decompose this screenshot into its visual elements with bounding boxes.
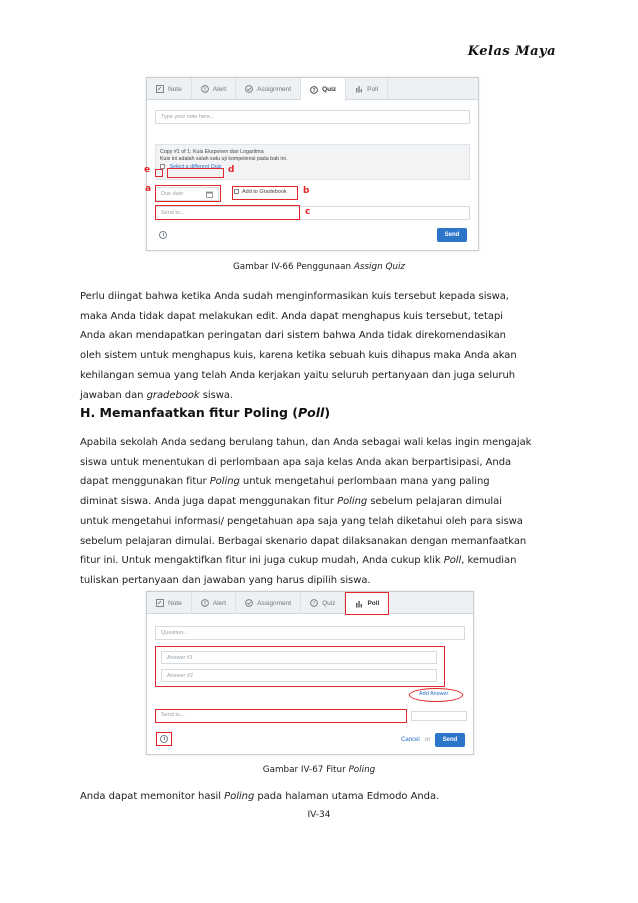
closing-text: Anda dapat memonitor hasil (80, 791, 225, 802)
closing-text: pada halaman utama Edmodo Anda. (254, 791, 440, 802)
marker-e: e (144, 165, 151, 175)
paragraph2-line (80, 551, 560, 571)
paragraph2-line: Apabila sekolah Anda sedang berulang tahun, dan Anda sebagai wali kelas ingin mengajak (80, 437, 532, 448)
select-different-quiz-link[interactable]: Select a different Quiz (169, 164, 222, 170)
question-input[interactable]: Question... (155, 626, 465, 640)
paragraph2-line (80, 472, 560, 492)
p2-text: sebelum pelajaran dimulai (367, 496, 502, 508)
send-to-input[interactable]: Send to... (157, 711, 405, 721)
paragraph2-line: tuliskan pertanyaan dan jawaban yang harus dipilih siswa. (80, 574, 371, 586)
marker-a: a (145, 184, 152, 194)
marker-d: d (228, 165, 235, 175)
p2-text: dapat menggunakan fitur (80, 476, 210, 488)
tab-alert[interactable] (192, 78, 236, 100)
schedule-clock-icon[interactable] (159, 231, 167, 239)
annotation-box-a (155, 185, 221, 202)
post-type-tabs (147, 592, 473, 614)
paragraph2-line: siswa untuk menentukan di perlombaan apa saja kelas Anda akan berpartisipasi, Anda (80, 456, 512, 468)
svg-text:?: ? (312, 87, 316, 94)
poll-icon (355, 600, 363, 608)
heading-text: ) (324, 405, 331, 420)
figure2-caption-text: Gambar IV-67 Fitur (262, 765, 349, 775)
paragraph-poll-intro (80, 433, 560, 591)
poll-icon (355, 85, 363, 93)
tab-assignment-label: Assignment (257, 85, 292, 93)
post-type-tabs (147, 78, 478, 100)
annotation-box-b (232, 186, 298, 200)
paragraph1-text: siswa. (199, 389, 234, 401)
paragraph2-line: sebelum pelajaran dimulai. Berbagai skenario dapat dilaksanakan dengan memanfaatkan (80, 535, 527, 547)
assignment-icon (245, 85, 253, 93)
tab-alert-label: Alert (212, 85, 227, 93)
tab-note[interactable] (147, 592, 192, 614)
figure2-caption-italic: Poling (348, 765, 376, 775)
tab-quiz[interactable] (301, 78, 346, 101)
tab-poll-label: Poll (367, 600, 380, 607)
tab-poll[interactable] (345, 592, 389, 615)
figure2-caption (0, 765, 638, 775)
answer-1-input[interactable]: Answer #1 (161, 651, 437, 664)
tab-note[interactable] (147, 78, 192, 100)
figure1-caption-text: Gambar IV-66 Penggunaan (232, 262, 354, 272)
p2-italic: Poll (443, 555, 462, 567)
paragraph1-line: maka Anda tidak dapat melakukan edit. Anda dapat menghapus kuis tersebut, tetapi (80, 310, 504, 322)
send-to-input[interactable]: Send to... (155, 206, 470, 220)
schedule-clock-icon[interactable] (160, 735, 168, 743)
heading-text: H. Memanfaatkan fitur Poling ( (80, 405, 299, 420)
quiz-icon (310, 599, 318, 607)
marker-c: c (305, 207, 311, 217)
paragraph1-text: jawaban dan (80, 389, 147, 401)
quiz-title-line: Copy #1 of 1: Kuis Eksponen dan Logaritma (160, 149, 264, 155)
paragraph1-last-line (80, 386, 560, 406)
paragraph1-line: Anda akan mendapatkan peringatan dari sistem bahwa Anda tidak direkomendasikan (80, 330, 506, 342)
alert-icon (201, 599, 209, 607)
tab-assignment[interactable] (236, 592, 301, 614)
assignment-icon (245, 599, 253, 607)
or-text: or (425, 737, 431, 743)
quiz-description-line: Kuis ini adalah salah satu uji kompetensi pada bab ini. (160, 156, 288, 162)
marker-b: b (303, 186, 310, 196)
tab-poll-label: Poll (367, 85, 379, 93)
closing-sentence (80, 787, 560, 807)
p2-text: , kemudian (461, 555, 517, 567)
paragraph1-line: Perlu diingat bahwa ketika Anda sudah menginformasikan kuis tersebut kepada siswa, (80, 291, 509, 302)
annotation-box-d (167, 168, 224, 178)
p2-text: diminat siswa. Anda juga dapat menggunakan fitur (80, 496, 338, 508)
tab-quiz[interactable] (301, 592, 345, 614)
annotation-box-c (155, 205, 300, 220)
tab-poll[interactable] (346, 78, 388, 100)
tab-note-label: Note (168, 599, 182, 607)
quiz-icon (310, 86, 318, 94)
gradebook-label: Add to Gradebook (242, 189, 287, 195)
send-button[interactable]: Send (437, 228, 467, 242)
tab-alert-label: Alert (212, 599, 227, 607)
header-title: Kelas Maya (467, 44, 556, 59)
section-heading-h (80, 405, 330, 420)
tab-note-label: Note (168, 85, 182, 93)
due-date-placeholder: Due date (161, 191, 184, 197)
note-icon (156, 599, 164, 607)
p2-italic: Poling (337, 496, 368, 508)
alert-icon (201, 85, 209, 93)
tab-quiz-label: Quiz (322, 86, 337, 93)
tab-alert[interactable] (192, 592, 236, 614)
paragraph1-line: oleh sistem untuk menghapus kuis, karena ketika sebuah kuis dihapus maka Anda akan (80, 350, 517, 362)
add-answer-link[interactable]: Add Answer (419, 691, 449, 697)
tab-assignment-label: Assignment (257, 599, 292, 607)
cancel-link[interactable]: Cancel (401, 737, 420, 743)
figure1-caption (0, 262, 638, 272)
assign-quiz-screenshot (146, 77, 479, 251)
tab-assignment[interactable] (236, 78, 301, 100)
annotation-box-e (155, 169, 163, 177)
paragraph-quiz-warning (80, 287, 560, 405)
p2-text: fitur ini. Untuk mengaktifkan fitur ini juga cukup mudah, Anda cukup klik (80, 555, 444, 567)
note-input[interactable]: Type your note here... (155, 110, 470, 124)
figure1-caption-italic: Assign Quiz (353, 262, 406, 272)
answer-2-input[interactable]: Answer #2 (161, 669, 437, 682)
poll-screenshot (146, 591, 474, 755)
p2-text: untuk mengetahui perlombaan mana yang paling (239, 476, 490, 488)
send-to-extra-field[interactable] (411, 711, 467, 721)
heading-italic: Poll (298, 405, 325, 420)
paragraph1-line: kehilangan semua yang telah Anda kerjakan yaitu seluruh pertanyaan dan juga seluruh (80, 369, 516, 381)
tab-quiz-label: Quiz (322, 599, 336, 607)
note-icon (156, 85, 164, 93)
p2-italic: Poling (209, 476, 240, 488)
page-number: IV-34 (307, 810, 331, 820)
paragraph2-line: untuk mengetahui informasi/ pengetahuan apa saja yang telah diketahui oleh para siswa (80, 515, 523, 527)
send-button[interactable]: Send (435, 733, 465, 747)
closing-italic: Poling (224, 791, 255, 802)
paragraph1-italic: gradebook (146, 389, 200, 401)
svg-text:?: ? (312, 601, 316, 607)
paragraph2-line (80, 492, 560, 512)
